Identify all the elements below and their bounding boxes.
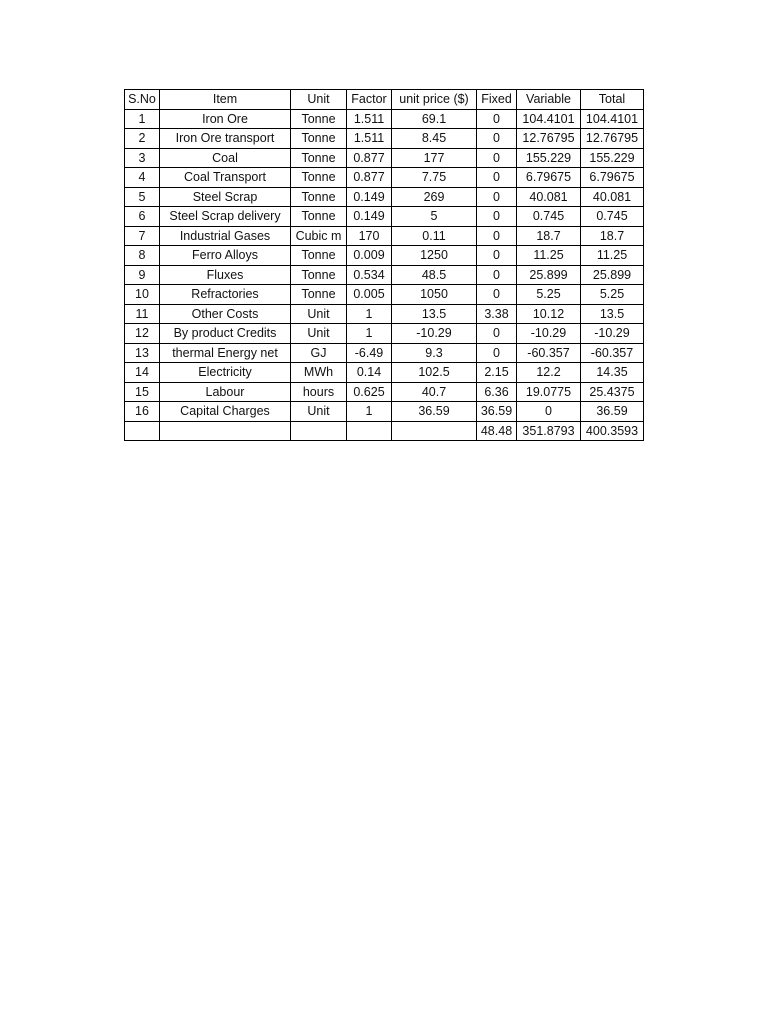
cell-variable: 11.25	[517, 246, 581, 266]
table-row	[125, 109, 644, 129]
cell-variable: 10.12	[517, 304, 581, 324]
cell-total: 13.5	[581, 304, 644, 324]
cell-fixed: 0	[477, 129, 517, 149]
cell-unit: Tonne	[291, 207, 347, 227]
cell-unit-price: 177	[392, 148, 477, 168]
cell-factor: 0.149	[347, 187, 392, 207]
cell-unit: Unit	[291, 324, 347, 344]
cell-factor: 0.14	[347, 363, 392, 383]
cell-item: Iron Ore	[160, 109, 291, 129]
cell-unit: Tonne	[291, 246, 347, 266]
cell-factor: 1	[347, 402, 392, 422]
cell-fixed: 3.38	[477, 304, 517, 324]
cost-table	[124, 89, 644, 441]
cell-fixed: 0	[477, 168, 517, 188]
cell-fixed: 0	[477, 324, 517, 344]
cell-total: 5.25	[581, 285, 644, 305]
cell-variable: 155.229	[517, 148, 581, 168]
totals-cell-factor	[347, 421, 392, 441]
cell-factor: 170	[347, 226, 392, 246]
cell-item: Coal Transport	[160, 168, 291, 188]
table-row	[125, 226, 644, 246]
cell-total: -60.357	[581, 343, 644, 363]
header-unit-price: unit price ($)	[392, 90, 477, 110]
cell-variable: 0	[517, 402, 581, 422]
table-row	[125, 187, 644, 207]
cell-item: Steel Scrap	[160, 187, 291, 207]
cell-unit: Tonne	[291, 168, 347, 188]
cell-unit-price: 69.1	[392, 109, 477, 129]
table-row	[125, 382, 644, 402]
cell-total: 40.081	[581, 187, 644, 207]
cell-factor: 0.009	[347, 246, 392, 266]
table-row	[125, 402, 644, 422]
cell-item: Electricity	[160, 363, 291, 383]
table-row	[125, 304, 644, 324]
cell-sno: 2	[125, 129, 160, 149]
cell-variable: 0.745	[517, 207, 581, 227]
cell-unit-price: 0.11	[392, 226, 477, 246]
cell-total: 11.25	[581, 246, 644, 266]
cell-fixed: 2.15	[477, 363, 517, 383]
totals-cell-unit-price	[392, 421, 477, 441]
header-sno: S.No	[125, 90, 160, 110]
cell-total: 104.4101	[581, 109, 644, 129]
cell-unit-price: 48.5	[392, 265, 477, 285]
cell-unit: hours	[291, 382, 347, 402]
cell-sno: 9	[125, 265, 160, 285]
cell-sno: 6	[125, 207, 160, 227]
total-fixed: 48.48	[477, 421, 517, 441]
cell-factor: 1.511	[347, 129, 392, 149]
cell-fixed: 6.36	[477, 382, 517, 402]
totals-cell-item	[160, 421, 291, 441]
cell-sno: 11	[125, 304, 160, 324]
cell-unit: Tonne	[291, 285, 347, 305]
header-unit: Unit	[291, 90, 347, 110]
cell-variable: 40.081	[517, 187, 581, 207]
cell-unit: Tonne	[291, 129, 347, 149]
cell-item: Other Costs	[160, 304, 291, 324]
cell-variable: 12.2	[517, 363, 581, 383]
cell-unit: Unit	[291, 402, 347, 422]
header-row	[125, 90, 644, 110]
header-variable: Variable	[517, 90, 581, 110]
cell-total: 36.59	[581, 402, 644, 422]
cell-factor: 0.877	[347, 148, 392, 168]
cell-item: Refractories	[160, 285, 291, 305]
cell-variable: 6.79675	[517, 168, 581, 188]
table-row	[125, 324, 644, 344]
cell-total: 14.35	[581, 363, 644, 383]
cell-fixed: 0	[477, 148, 517, 168]
cell-sno: 4	[125, 168, 160, 188]
cell-variable: 19.0775	[517, 382, 581, 402]
cell-unit: Unit	[291, 304, 347, 324]
cell-unit-price: 1250	[392, 246, 477, 266]
cell-factor: 0.534	[347, 265, 392, 285]
total-total: 400.3593	[581, 421, 644, 441]
cell-fixed: 0	[477, 226, 517, 246]
cell-sno: 8	[125, 246, 160, 266]
cell-unit: Tonne	[291, 187, 347, 207]
cell-item: By product Credits	[160, 324, 291, 344]
totals-row	[125, 421, 644, 441]
cell-item: Labour	[160, 382, 291, 402]
cell-item: Coal	[160, 148, 291, 168]
cell-total: 6.79675	[581, 168, 644, 188]
cell-sno: 5	[125, 187, 160, 207]
cell-unit-price: 102.5	[392, 363, 477, 383]
table-row	[125, 168, 644, 188]
cell-factor: 0.877	[347, 168, 392, 188]
table-row	[125, 265, 644, 285]
cell-unit-price: 269	[392, 187, 477, 207]
header-fixed: Fixed	[477, 90, 517, 110]
cell-sno: 1	[125, 109, 160, 129]
cell-total: 25.4375	[581, 382, 644, 402]
cell-item: Industrial Gases	[160, 226, 291, 246]
cell-fixed: 0	[477, 207, 517, 227]
cell-total: 155.229	[581, 148, 644, 168]
cell-fixed: 0	[477, 265, 517, 285]
total-variable: 351.8793	[517, 421, 581, 441]
cell-unit-price: 1050	[392, 285, 477, 305]
cell-item: Ferro Alloys	[160, 246, 291, 266]
cell-factor: 1.511	[347, 109, 392, 129]
header-total: Total	[581, 90, 644, 110]
cell-unit: Tonne	[291, 148, 347, 168]
cell-sno: 13	[125, 343, 160, 363]
table-row	[125, 246, 644, 266]
cell-factor: 1	[347, 324, 392, 344]
cell-variable: -60.357	[517, 343, 581, 363]
cell-factor: -6.49	[347, 343, 392, 363]
cell-variable: 18.7	[517, 226, 581, 246]
cell-total: -10.29	[581, 324, 644, 344]
cell-sno: 14	[125, 363, 160, 383]
header-factor: Factor	[347, 90, 392, 110]
cell-variable: -10.29	[517, 324, 581, 344]
cell-fixed: 0	[477, 343, 517, 363]
totals-cell-sno	[125, 421, 160, 441]
cell-unit: GJ	[291, 343, 347, 363]
cell-factor: 0.149	[347, 207, 392, 227]
cell-unit: MWh	[291, 363, 347, 383]
cell-variable: 12.76795	[517, 129, 581, 149]
cell-unit: Cubic m	[291, 226, 347, 246]
cell-item: Iron Ore transport	[160, 129, 291, 149]
cost-sheet	[124, 89, 644, 441]
cell-fixed: 0	[477, 246, 517, 266]
cell-item: Fluxes	[160, 265, 291, 285]
cell-sno: 15	[125, 382, 160, 402]
cell-unit: Tonne	[291, 109, 347, 129]
cell-factor: 0.625	[347, 382, 392, 402]
totals-cell-unit	[291, 421, 347, 441]
cell-total: 18.7	[581, 226, 644, 246]
cell-item: Capital Charges	[160, 402, 291, 422]
cell-fixed: 0	[477, 187, 517, 207]
table-row	[125, 285, 644, 305]
cell-unit: Tonne	[291, 265, 347, 285]
cell-unit-price: 36.59	[392, 402, 477, 422]
table-row	[125, 129, 644, 149]
cell-unit-price: 13.5	[392, 304, 477, 324]
table-row	[125, 343, 644, 363]
cell-unit-price: 7.75	[392, 168, 477, 188]
table-body	[125, 109, 644, 421]
table-row	[125, 148, 644, 168]
cell-total: 12.76795	[581, 129, 644, 149]
cell-unit-price: 9.3	[392, 343, 477, 363]
cell-sno: 16	[125, 402, 160, 422]
cell-fixed: 36.59	[477, 402, 517, 422]
cell-item: thermal Energy net	[160, 343, 291, 363]
cell-item: Steel Scrap delivery	[160, 207, 291, 227]
cell-variable: 25.899	[517, 265, 581, 285]
cell-fixed: 0	[477, 109, 517, 129]
cell-sno: 10	[125, 285, 160, 305]
cell-sno: 7	[125, 226, 160, 246]
cell-total: 25.899	[581, 265, 644, 285]
cell-sno: 3	[125, 148, 160, 168]
cell-total: 0.745	[581, 207, 644, 227]
cell-variable: 104.4101	[517, 109, 581, 129]
cell-fixed: 0	[477, 285, 517, 305]
cell-sno: 12	[125, 324, 160, 344]
cell-unit-price: -10.29	[392, 324, 477, 344]
cell-unit-price: 8.45	[392, 129, 477, 149]
cell-factor: 0.005	[347, 285, 392, 305]
table-row	[125, 207, 644, 227]
header-item: Item	[160, 90, 291, 110]
cell-unit-price: 40.7	[392, 382, 477, 402]
cell-unit-price: 5	[392, 207, 477, 227]
cell-factor: 1	[347, 304, 392, 324]
cell-variable: 5.25	[517, 285, 581, 305]
table-row	[125, 363, 644, 383]
